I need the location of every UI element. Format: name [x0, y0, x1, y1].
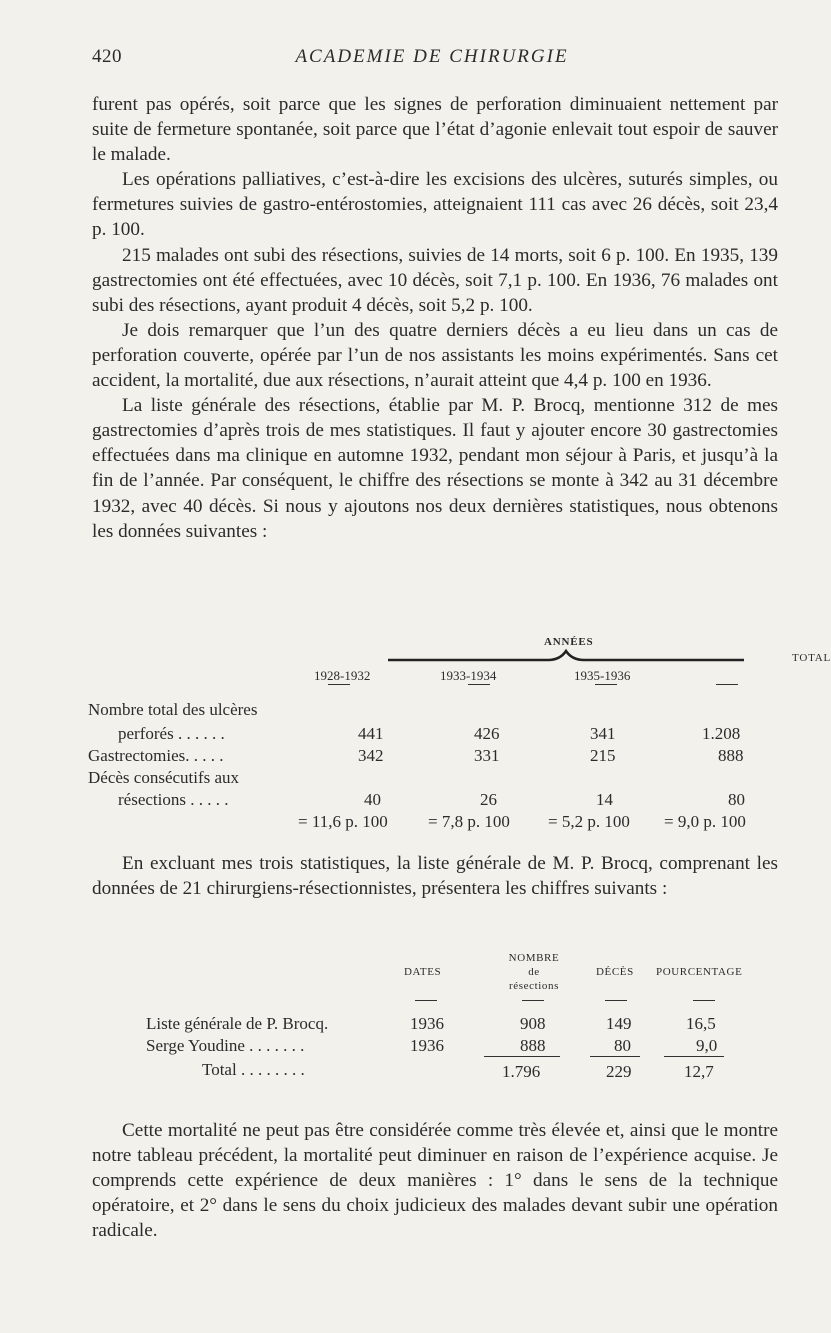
table-cell: 908 [520, 1014, 546, 1033]
table-cell: 80 [728, 790, 745, 809]
paragraph-2: Les opérations palliatives, c’est-à-dire les excisions des ulcères, suturés simples, ou fermetures suivies de gastro-entérostomies, atteignaient 111 cas avec 26 décès, soit 23,4 p. 100. [92, 169, 778, 241]
paragraph-7: Cette mortalité ne peut pas être considérée comme très élevée et, ainsi que le montre notre tableau précédent, la mortalité peut diminuer en raison de l’expérience acquise. Je comprends cette expérience de deux manières : 1° dans le sens de la technique opératoire, et 2° dans le sens du choix judicieux des malades devant subir une opération radicale. [92, 1120, 778, 1242]
group-header-annees: ANNÉES [544, 636, 594, 648]
table-cell: 1936 [410, 1036, 444, 1055]
sum-underline [590, 1056, 640, 1057]
percentage-cell: = 5,2 p. 100 [548, 812, 630, 831]
table-cell: 16,5 [686, 1014, 716, 1033]
body-text-2 [92, 851, 778, 901]
column-dash [468, 684, 490, 685]
column-dash [522, 1000, 544, 1001]
table-cell: 80 [614, 1036, 631, 1055]
brace-icon [388, 648, 744, 662]
column-header-1928-1932: 1928-1932 [314, 668, 371, 683]
table-cell: 149 [606, 1014, 632, 1033]
row-label: résections . . . . . [118, 790, 229, 809]
percentage-cell: = 11,6 p. 100 [298, 812, 388, 831]
total-label: Total . . . . . . . . [202, 1060, 305, 1079]
table-cell: 1936 [410, 1014, 444, 1033]
percentage-cell: = 7,8 p. 100 [428, 812, 510, 831]
percentage-cell: = 9,0 p. 100 [664, 812, 746, 831]
table-cell: 9,0 [696, 1036, 718, 1055]
column-dash [415, 1000, 437, 1001]
column-dash [595, 684, 617, 685]
header-nombre: NOMBRE [508, 952, 560, 964]
column-dash [605, 1000, 627, 1001]
header-deces: DÉCÈS [596, 966, 634, 978]
body-text [92, 92, 778, 544]
statistics-table-years [88, 632, 831, 832]
column-dash [328, 684, 350, 685]
page-number: 420 [92, 46, 122, 67]
running-title: ACADEMIE DE CHIRURGIE [295, 46, 569, 67]
page-header [92, 46, 772, 72]
column-dash [693, 1000, 715, 1001]
total-cell: 1.796 [502, 1062, 541, 1081]
paragraph-1: furent pas opérés, soit parce que les signes de perforation diminuaient nettement par suite de fermeture spontanée, soit parce que l’état d’agonie enlevait tout espoir de sauver le malade. [92, 94, 778, 166]
table-cell: 14 [596, 790, 613, 809]
total-cell: 12,7 [684, 1062, 714, 1081]
column-dash [716, 684, 738, 685]
column-header-1933-1934: 1933-1934 [440, 668, 497, 683]
table-cell: 341 [590, 724, 616, 743]
table-cell: 888 [520, 1036, 546, 1055]
column-header-1935-1936: 1935-1936 [574, 668, 631, 683]
row-label: Liste générale de P. Brocq. [146, 1014, 329, 1033]
table-cell: 426 [474, 724, 500, 743]
header-nombre-de: de [528, 966, 540, 978]
table-cell: 342 [358, 746, 384, 765]
total-header: TOTAL [792, 652, 831, 664]
table-cell: 441 [358, 724, 384, 743]
paragraph-6: En excluant mes trois statistiques, la liste générale de M. P. Brocq, comprenant les données de 21 chirurgiens-résectionnistes, présentera les chiffres suivants : [92, 853, 778, 900]
table-cell: 1.208 [702, 724, 741, 743]
row-label: Décès consécutifs aux [88, 768, 240, 787]
table-cell: 40 [364, 790, 381, 809]
sum-underline [664, 1056, 724, 1057]
table-cell: 888 [718, 746, 744, 765]
paragraph-5: La liste générale des résections, établie par M. P. Brocq, mentionne 312 de mes gastrectomies d’après trois de mes statistiques. Il faut y ajouter encore 30 gastrectomies effectuées dans ma clinique en automne 1932, pendant mon séjour à Paris, et jusqu’à la fin de l’année. Par conséquent, le chiffre des résections se monte à 342 au 31 décembre 1932, avec 40 décès. Si nous y ajoutons nos deux dernières statistiques, nous obtenons les données suivantes : [92, 395, 778, 542]
table-cell: 331 [474, 746, 500, 765]
table-cell: 26 [480, 790, 497, 809]
row-label: Nombre total des ulcères [88, 700, 258, 719]
statistics-table-brocq [140, 950, 780, 1090]
row-label: Gastrectomies. . . . . [88, 746, 224, 765]
table-cell: 215 [590, 746, 616, 765]
sum-underline [484, 1056, 560, 1057]
body-text-3 [92, 1118, 778, 1243]
header-pourcentage: POURCENTAGE [656, 966, 743, 978]
total-cell: 229 [606, 1062, 632, 1081]
row-label: perforés . . . . . . [118, 724, 225, 743]
row-label: Serge Youdine . . . . . . . [146, 1036, 305, 1055]
paragraph-4: Je dois remarquer que l’un des quatre derniers décès a eu lieu dans un cas de perforation couverte, opérée par l’un de nos assistants les moins expérimentés. Sans cet accident, la mortalité, due aux résections, n’aurait atteint que 4,4 p. 100 en 1936. [92, 319, 778, 392]
header-dates: DATES [404, 966, 442, 978]
header-nombre-resections: résections [509, 980, 559, 992]
paragraph-3: 215 malades ont subi des résections, suivies de 14 morts, soit 6 p. 100. En 1935, 139 gastrectomies ont été effectuées, avec 10 décès, soit 7,1 p. 100. En 1936, 76 malades ont subi des résections, ayant produit 4 décès, soit 5,2 p. 100. [92, 244, 778, 316]
